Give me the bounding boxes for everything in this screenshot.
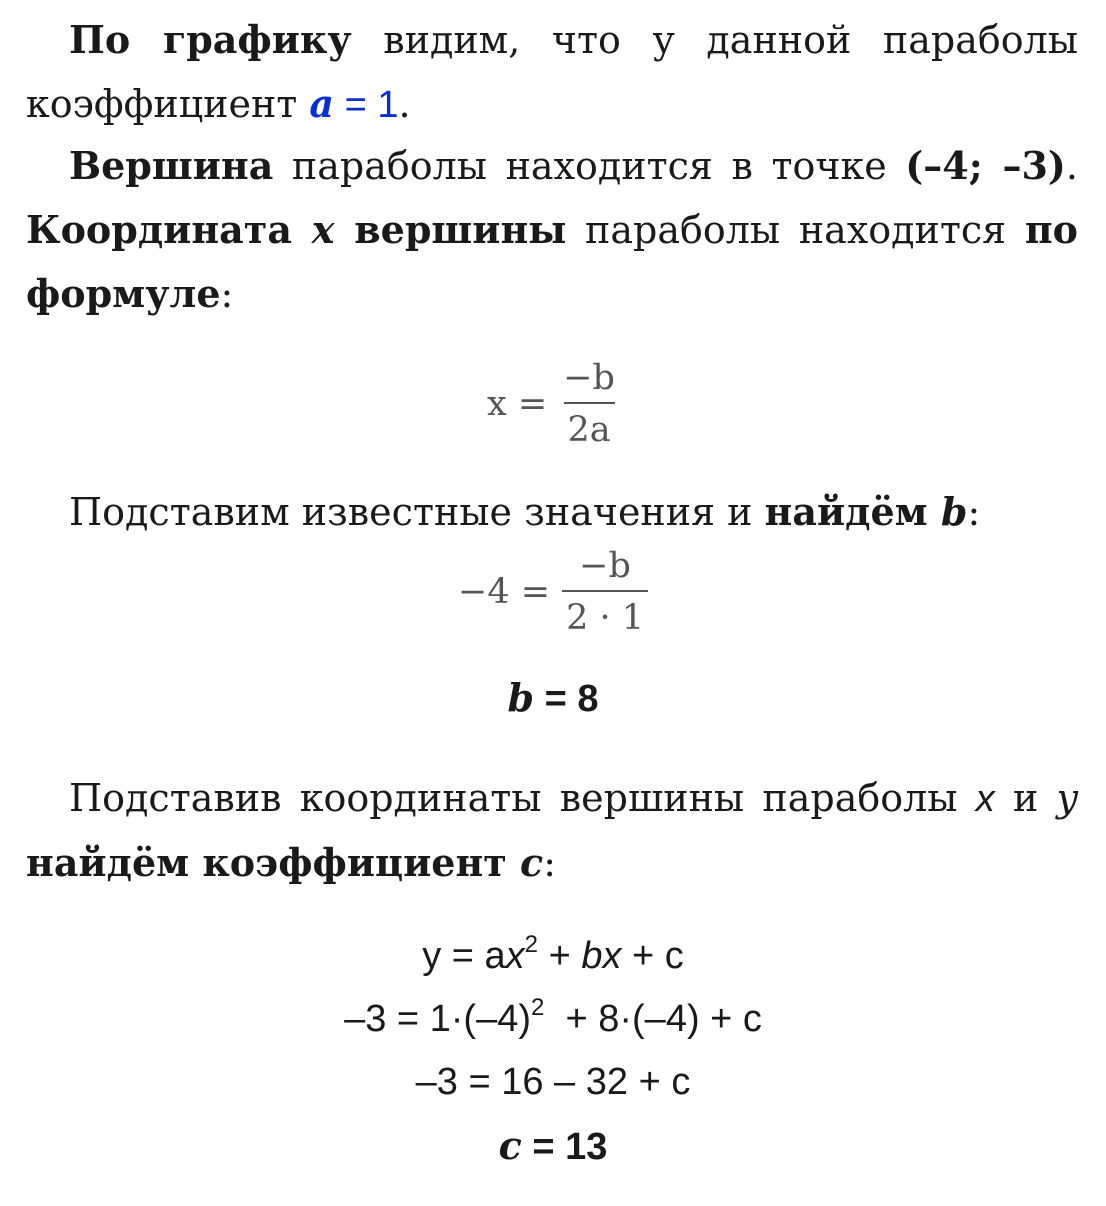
result-b (0, 666, 1106, 731)
c-value: = 13 (521, 1126, 608, 1168)
equation-simplified (0, 1051, 1106, 1114)
eq-part: –3 = 16 – 32 + c (415, 1061, 691, 1103)
c-variable: c (498, 1123, 522, 1168)
equation-substituted (0, 988, 1106, 1051)
coefficient-a (309, 82, 398, 126)
bold-phrase: По графику (69, 17, 352, 62)
vertex-formula (0, 358, 1106, 450)
formula-lhs: −4 = (458, 572, 551, 612)
x-variable: x (505, 935, 525, 977)
x-variable: x (975, 778, 995, 820)
substitution-formula (0, 546, 1106, 638)
numerator: −b (579, 546, 631, 586)
a-variable: a (309, 81, 335, 126)
a-value: = 1 (334, 84, 399, 126)
y-variable: y (1056, 776, 1078, 820)
paragraph-text: параболы находится в точке (273, 144, 906, 188)
bold-phrase (26, 207, 566, 252)
bold-phrase: Вершина (69, 143, 274, 188)
formula-lhs: x = (487, 384, 548, 424)
bold-phrase: найдём (764, 489, 941, 534)
punctuation: : (543, 841, 556, 885)
paragraph-text: параболы находится (566, 208, 1025, 252)
eq-part: y = a (422, 935, 506, 977)
denominator: 2 · 1 (562, 590, 648, 638)
b-value: = 8 (534, 678, 599, 720)
eq-part: –3 = 1·(–4) (344, 998, 532, 1040)
punctuation: . (398, 82, 411, 126)
fraction (559, 358, 619, 450)
punctuation: . (1065, 144, 1078, 188)
b-variable: b (940, 489, 968, 534)
paragraph-graph-coefficient (26, 8, 1078, 137)
paragraph-vertex (26, 134, 1078, 326)
bx-term: bx (581, 935, 622, 977)
numerator: −b (563, 358, 615, 398)
paragraph-text: Подставим известные значения и (69, 490, 765, 534)
fraction (562, 546, 648, 638)
paragraph-text: Подставив координаты вершины параболы (69, 776, 976, 820)
c-variable: c (520, 840, 544, 885)
eq-part: + (538, 935, 582, 977)
bold-phrase: по формуле (26, 207, 1078, 316)
x-variable: x (311, 207, 335, 252)
denominator: 2a (564, 402, 615, 450)
result-c (0, 1114, 1106, 1179)
exponent: 2 (531, 994, 545, 1021)
eq-part: + 8·(–4) + c (544, 998, 762, 1040)
vertex-point: (–4; –3) (905, 143, 1066, 188)
bold-phrase: найдём коэффициент (26, 840, 521, 885)
paragraph-substitute-b (26, 480, 1078, 544)
punctuation: : (967, 490, 981, 534)
punctuation: : (220, 272, 234, 316)
eq-part: + c (621, 935, 684, 977)
paragraph-text: видим, что у данной параболы коэффициент (26, 18, 1078, 126)
equation-general (0, 925, 1106, 988)
exponent: 2 (524, 931, 539, 958)
bold-word: Координата (26, 207, 312, 252)
b-variable: b (507, 675, 535, 720)
bold-word: вершины (334, 207, 567, 252)
paragraph-find-c (26, 766, 1078, 895)
paragraph-text: и (994, 776, 1057, 820)
